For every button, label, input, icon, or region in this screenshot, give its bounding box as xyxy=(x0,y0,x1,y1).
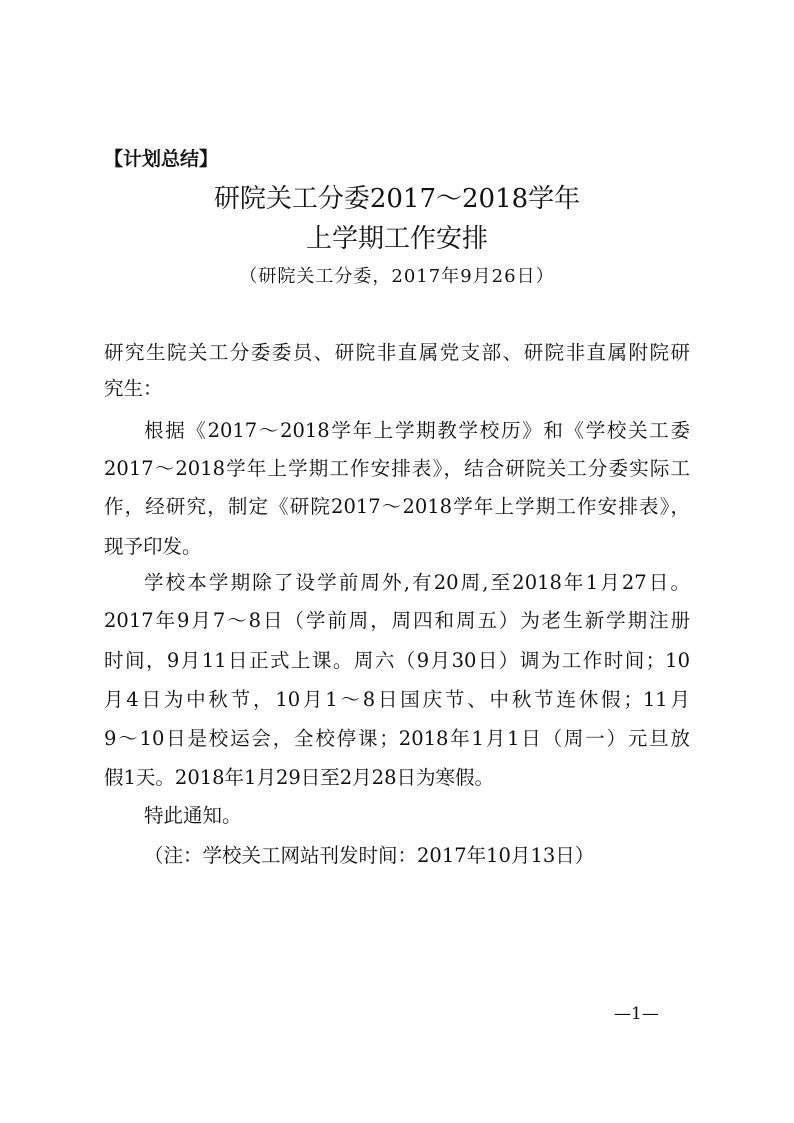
paragraph-1-line-2: 2017～2018学年上学期工作安排表》，结合研院关工分委实际工 xyxy=(104,457,690,480)
paragraph-1-line-1: 根据《2017～2018学年上学期教学校历》和《学校关工委 xyxy=(144,419,690,442)
section-tag: 【计划总结】 xyxy=(104,148,219,170)
salutation-line-1: 研究生院关工分委委员、研院非直属党支部、研院非直属附院研 xyxy=(104,341,690,364)
page-number: —1— xyxy=(614,1004,659,1024)
paragraph-2-line-6: 假1天。2018年1月29日至2月28日为寒假。 xyxy=(104,766,494,789)
paragraph-1-line-4: 现予印发。 xyxy=(104,535,202,558)
paragraph-2-line-2: 2017年9月7～8日（学前周，周四和周五）为老生新学期注册 xyxy=(104,609,690,632)
paragraph-2-line-3: 时间，9月11日正式上课。周六（9月30日）调为工作时间；10 xyxy=(104,649,690,672)
document-title-line-1: 研院关工分委2017～2018学年 xyxy=(213,184,581,214)
publication-note: （注：学校关工网站刊发时间：2017年10月13日） xyxy=(144,844,595,867)
paragraph-1-line-3: 作，经研究，制定《研院2017～2018学年上学期工作安排表》， xyxy=(104,495,690,518)
paragraph-2-line-4: 月4日为中秋节，10月1～8日国庆节、中秋节连休假；11月 xyxy=(104,688,690,711)
closing-line: 特此通知。 xyxy=(144,804,242,827)
salutation-line-2: 究生： xyxy=(104,377,163,400)
paragraph-2-line-5: 9～10日是校运会，全校停课；2018年1月1日（周一）元旦放 xyxy=(104,727,690,750)
document-subtitle: （研院关工分委，2017年9月26日） xyxy=(239,266,555,287)
paragraph-2-line-1: 学校本学期除了设学前周外,有20周,至2018年1月27日。 xyxy=(144,571,690,594)
document-title-line-2: 上学期工作安排 xyxy=(305,224,488,254)
